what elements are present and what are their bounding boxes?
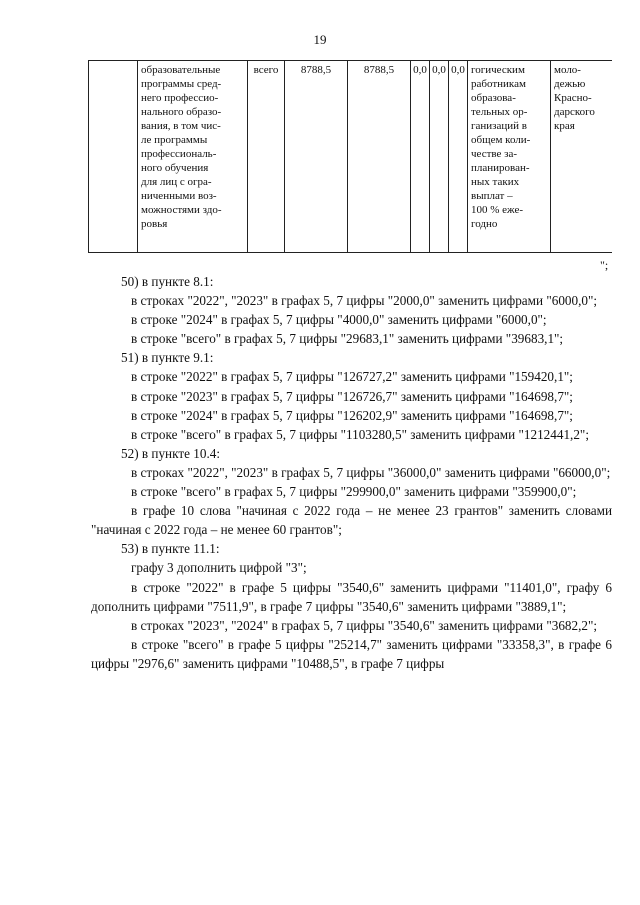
amendments-text xyxy=(91,272,612,673)
table-cell-col5: 8788,5 xyxy=(348,61,411,253)
cell-text-line: дарского xyxy=(554,106,595,118)
amendment-paragraph: в строках "2022", "2023" в графах 5, 7 цифры "36000,0" заменить цифрами "66000,0"; xyxy=(131,464,611,480)
cell-text-line: дежью xyxy=(554,78,586,90)
amendment-paragraph: в строках "2023", "2024" в графах 5, 7 цифры "3540,6" заменить цифрами "3682,2"; xyxy=(131,617,598,633)
cell-text-line: для лиц с огра- xyxy=(141,176,212,188)
table-cell-col10 xyxy=(551,61,613,253)
cell-text-line: ровья xyxy=(141,218,168,230)
cell-text-line: Красно- xyxy=(554,92,592,104)
cell-text-line: годно xyxy=(471,218,498,230)
cell-text-line: вания, в том чис- xyxy=(141,120,221,132)
amendment-paragraph: в строке "2024" в графах 5, 7 цифры "126202,9" заменить цифрами "164698,7"; xyxy=(131,407,573,423)
amendment-paragraph: 50) в пункте 8.1: xyxy=(121,274,214,289)
cell-text-line: нального образо- xyxy=(141,106,222,118)
amendment-paragraph: в строке "2023" в графах 5, 7 цифры "126726,7" заменить цифрами "164698,7"; xyxy=(131,388,573,404)
table-row xyxy=(89,61,613,253)
amendment-paragraph: 51) в пункте 9.1: xyxy=(121,350,214,366)
table-cell-col1 xyxy=(89,61,138,253)
cell-text-line: ниченными воз- xyxy=(141,190,217,202)
table-cell-col4: 8788,5 xyxy=(285,61,348,253)
cell-text-line: тельных ор- xyxy=(471,106,528,118)
cell-text-line: 100 % еже- xyxy=(471,204,524,216)
cell-text-line: образова- xyxy=(471,92,516,104)
cell-text-line: работникам xyxy=(471,78,526,90)
amendment-paragraph: в графе 10 слова "начиная с 2022 года – не менее 23 грантов" заменить словами "начиная с 2022 года – не менее 60 грантов"; xyxy=(91,503,612,538)
cell-text-line: можностями здо- xyxy=(141,204,222,216)
table-cell-col6: 0,0 xyxy=(411,61,430,253)
amendment-paragraph: в строках "2022", "2023" в графах 5, 7 цифры "2000,0" заменить цифрами "6000,0"; xyxy=(131,293,598,309)
amendment-paragraph: 52) в пункте 10.4: xyxy=(121,445,220,461)
cell-text-line: него профессио- xyxy=(141,92,219,104)
table-cell-col8: 0,0 xyxy=(449,61,468,253)
cell-text-line: гогическим xyxy=(471,64,525,76)
table-cell-col2 xyxy=(138,61,248,253)
amendment-paragraph: в строке "всего" в графах 5, 7 цифры "1103280,5" заменить цифрами "1212441,2"; xyxy=(131,426,589,442)
cell-text-line: профессиональ- xyxy=(141,148,217,160)
amendment-paragraph: в строке "всего" в графе 5 цифры "25214,7" заменить цифрами "33358,3", в графе 6 цифры "2976,6" заменить цифрами "10488,5", в графе 7 цифры xyxy=(91,636,612,671)
amendment-paragraph: в строке "2024" в графах 5, 7 цифры "4000,0" заменить цифрами "6000,0"; xyxy=(131,312,547,328)
cell-text-line: края xyxy=(554,120,575,132)
page-number: 19 xyxy=(313,32,327,47)
cell-text-line: программы сред- xyxy=(141,78,222,90)
amendment-paragraph: графу 3 дополнить цифрой "3"; xyxy=(131,560,307,576)
cell-text-line: образовательные xyxy=(141,64,221,76)
amendment-paragraph: в строке "всего" в графах 5, 7 цифры "29683,1" заменить цифрами "39683,1"; xyxy=(131,331,564,347)
table-close-quote: "; xyxy=(600,258,609,272)
cell-text-line: планирован- xyxy=(471,162,530,174)
cell-text-line: честве за- xyxy=(471,148,518,160)
amendment-paragraph: в строке "2022" в графах 5, 7 цифры "126727,2" заменить цифрами "159420,1"; xyxy=(131,369,573,385)
continued-table xyxy=(88,60,612,253)
cell-text-line: моло- xyxy=(554,64,581,76)
amendment-paragraph: в строке "2022" в графе 5 цифры "3540,6" заменить цифрами "11401,0", графу 6 дополнить цифрами "7511,9", в графе 7 цифры "3540,6" заменить цифрами "3889,1"; xyxy=(91,579,612,614)
cell-text-line: ного обучения xyxy=(141,162,209,174)
amendment-paragraph: в строке "всего" в графах 5, 7 цифры "299900,0" заменить цифрами "359900,0"; xyxy=(131,484,577,500)
table-cell-col3: всего xyxy=(248,61,285,253)
cell-text-line: ных таких xyxy=(471,176,520,188)
cell-text-line: выплат – xyxy=(471,190,513,202)
cell-text-line: ле программы xyxy=(141,134,208,146)
table-cell-col9 xyxy=(468,61,551,253)
cell-text-line: ганизаций в xyxy=(471,120,527,132)
table-cell-col7: 0,0 xyxy=(430,61,449,253)
cell-text-line: общем коли- xyxy=(471,134,531,146)
amendment-paragraph: 53) в пункте 11.1: xyxy=(121,541,220,557)
